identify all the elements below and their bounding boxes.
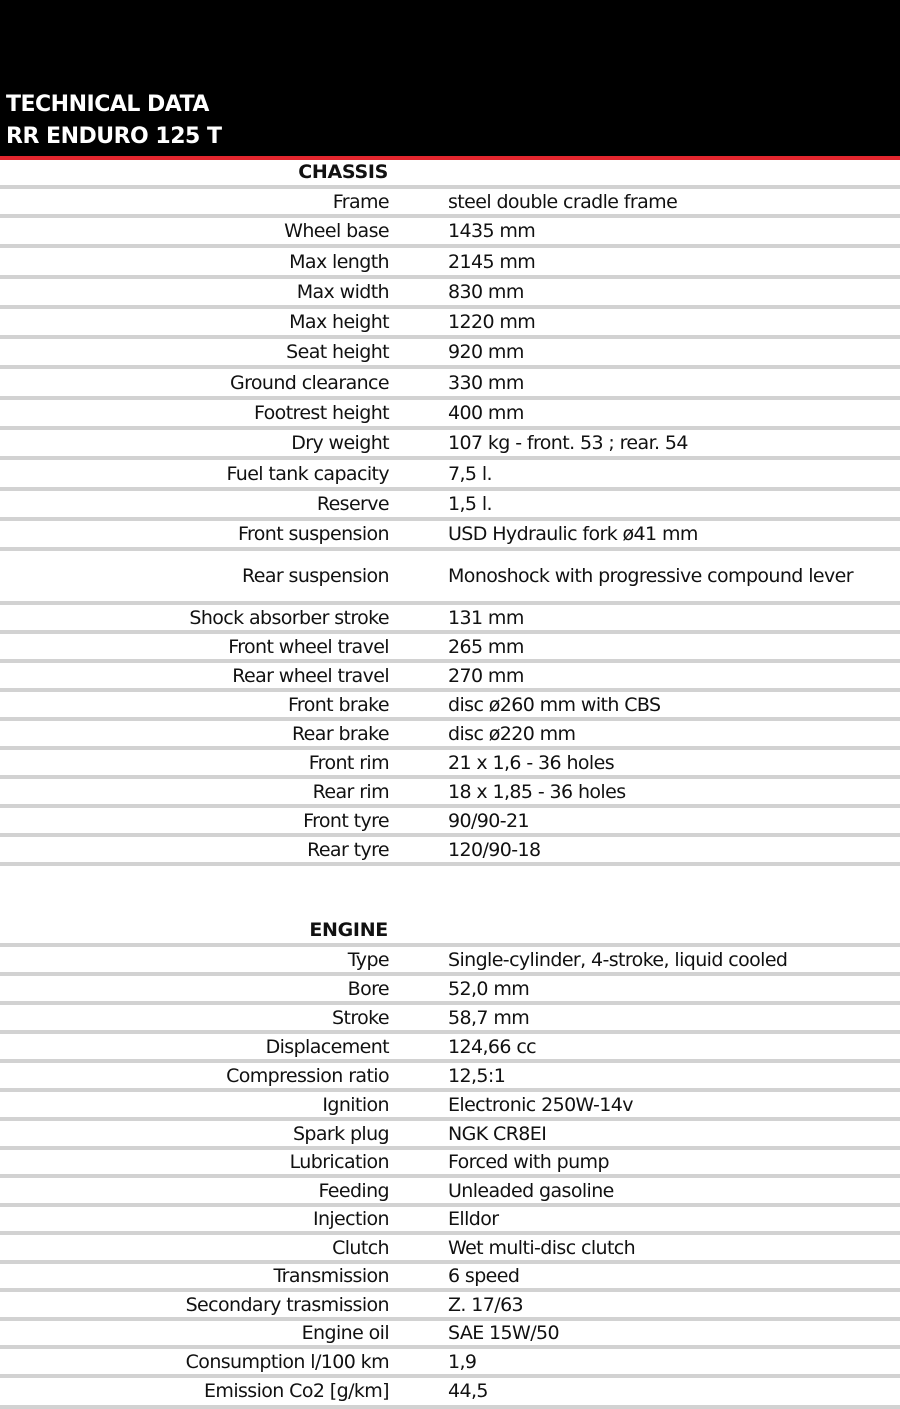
spec-label: Rear tyre — [307, 838, 389, 861]
spec-value: Single-cylinder, 4-stroke, liquid cooled — [448, 948, 788, 971]
spec-label: Max length — [289, 250, 389, 273]
spec-value: disc ø220 mm — [448, 722, 576, 745]
spec-label: Front wheel travel — [228, 635, 389, 658]
spec-label: Front rim — [308, 751, 389, 774]
spec-value: Forced with pump — [448, 1151, 609, 1173]
spec-label: Footrest height — [254, 402, 389, 424]
spec-value: 330 mm — [448, 371, 524, 394]
spec-row — [0, 659, 900, 688]
spec-row — [0, 547, 900, 601]
spec-row — [0, 365, 900, 396]
spec-label: Seat height — [286, 341, 389, 363]
chassis-section — [0, 160, 900, 862]
spec-label: Clutch — [332, 1236, 389, 1259]
spec-label: Shock absorber stroke — [189, 606, 389, 629]
spec-row — [0, 1117, 900, 1146]
spec-label: Rear brake — [291, 722, 389, 745]
spec-value: 44,5 — [448, 1379, 488, 1402]
spec-row — [0, 1231, 900, 1260]
spec-label: Ground clearance — [229, 371, 389, 394]
spec-row — [0, 335, 900, 365]
spec-label: Spark plug — [292, 1122, 389, 1145]
engine-bottom-rule — [0, 1405, 900, 1409]
spec-label: Max width — [296, 281, 389, 303]
spec-row — [0, 1030, 900, 1059]
spec-value: Wet multi-disc clutch — [448, 1236, 636, 1259]
spec-value: Elldor — [448, 1208, 499, 1230]
spec-value: 830 mm — [448, 281, 524, 303]
spec-label: Stroke — [332, 1006, 389, 1029]
spec-value: 7,5 l. — [448, 462, 492, 485]
spec-value: 1,5 l. — [448, 493, 492, 515]
spec-label: Feeding — [318, 1179, 389, 1202]
spec-label: Compression ratio — [226, 1064, 389, 1087]
spec-row — [0, 1059, 900, 1088]
spec-row — [0, 1288, 900, 1317]
spec-row — [0, 972, 900, 1001]
spec-row — [0, 517, 900, 547]
spec-label: Consumption l/100 km — [185, 1350, 389, 1373]
spec-row — [0, 426, 900, 456]
spec-label: Type — [347, 948, 389, 971]
spec-row — [0, 1174, 900, 1203]
spec-row — [0, 775, 900, 804]
spec-value: 1,9 — [448, 1350, 477, 1373]
spec-value: 400 mm — [448, 402, 524, 424]
spec-value: 12,5:1 — [448, 1064, 506, 1087]
spec-row — [0, 214, 900, 244]
spec-value: disc ø260 mm with CBS — [448, 693, 661, 716]
spec-row — [0, 746, 900, 775]
spec-row — [0, 305, 900, 335]
spec-label: Front suspension — [238, 523, 389, 545]
spec-label: Dry weight — [291, 432, 389, 454]
spec-row — [0, 1146, 900, 1174]
spec-row — [0, 1345, 900, 1374]
spec-label: Rear suspension — [241, 565, 389, 587]
spec-value: 270 mm — [448, 664, 524, 687]
spec-row — [0, 833, 900, 862]
spec-label: Wheel base — [284, 220, 389, 242]
spec-value: Unleaded gasoline — [448, 1179, 614, 1202]
spec-value: 18 x 1,85 - 36 holes — [448, 780, 626, 803]
spec-label: Bore — [347, 977, 389, 1000]
spec-label: Injection — [312, 1208, 389, 1230]
spec-value: 107 kg - front. 53 ; rear. 54 — [448, 432, 688, 454]
spec-value: 1220 mm — [448, 311, 536, 333]
chassis-spec-list — [0, 185, 900, 862]
spec-label: Secondary trasmission — [185, 1293, 389, 1316]
spec-row — [0, 943, 900, 972]
spec-row — [0, 804, 900, 833]
spec-label: Engine oil — [301, 1322, 389, 1344]
spec-label: Transmission — [273, 1265, 389, 1287]
spec-label: Front brake — [287, 693, 389, 716]
spec-row — [0, 185, 900, 214]
spec-row — [0, 630, 900, 659]
spec-row — [0, 1374, 900, 1403]
spec-value: steel double cradle frame — [448, 190, 678, 213]
spec-label: Displacement — [265, 1035, 389, 1058]
chassis-section-title: CHASSIS — [298, 161, 388, 183]
spec-value: 90/90-21 — [448, 809, 529, 832]
spec-value: 21 x 1,6 - 36 holes — [448, 751, 615, 774]
page-title: TECHNICAL DATA — [6, 92, 209, 117]
spec-row — [0, 1203, 900, 1231]
spec-row — [0, 1088, 900, 1117]
spec-row — [0, 396, 900, 426]
engine-section — [0, 917, 900, 1403]
spec-row — [0, 717, 900, 746]
spec-label: Reserve — [316, 493, 389, 515]
spec-row — [0, 275, 900, 305]
spec-label: Fuel tank capacity — [226, 462, 389, 485]
spec-label: Lubrication — [289, 1151, 389, 1173]
model-name: RR ENDURO 125 T — [6, 124, 222, 149]
spec-value: 920 mm — [448, 341, 524, 363]
spec-label: Rear rim — [312, 780, 389, 803]
spec-row — [0, 1260, 900, 1288]
spec-value: 2145 mm — [448, 250, 536, 273]
spec-row — [0, 456, 900, 487]
spec-value: NGK CR8EI — [448, 1122, 547, 1145]
spec-value: 124,66 cc — [448, 1035, 537, 1058]
engine-section-header — [0, 917, 900, 943]
spec-value: SAE 15W/50 — [448, 1322, 559, 1344]
spec-label: Rear wheel travel — [232, 664, 389, 687]
spec-value: 6 speed — [448, 1265, 520, 1287]
spec-row — [0, 601, 900, 630]
spec-value: 52,0 mm — [448, 977, 530, 1000]
spec-value: Electronic 250W-14v — [448, 1093, 633, 1116]
spec-label: Ignition — [322, 1093, 389, 1116]
spec-value: 58,7 mm — [448, 1006, 530, 1029]
spec-value: USD Hydraulic fork ø41 mm — [448, 523, 698, 545]
spec-label: Max height — [289, 311, 389, 333]
spec-label: Emission Co2 [g/km] — [204, 1379, 389, 1402]
spec-row — [0, 487, 900, 517]
spec-value: 131 mm — [448, 606, 524, 629]
spec-value: Z. 17/63 — [448, 1293, 524, 1316]
spec-label: Frame — [332, 190, 389, 213]
spec-row — [0, 1317, 900, 1345]
spec-row — [0, 1001, 900, 1030]
spec-value: 1435 mm — [448, 220, 536, 242]
engine-spec-list — [0, 943, 900, 1403]
spec-value: 120/90-18 — [448, 838, 541, 861]
spec-row — [0, 688, 900, 717]
spec-row — [0, 244, 900, 275]
spec-value: 265 mm — [448, 635, 524, 658]
spec-value: Monoshock with progressive compound lever — [448, 565, 853, 587]
chassis-section-header — [0, 160, 900, 185]
chassis-bottom-rule — [0, 862, 900, 866]
spec-label: Front tyre — [303, 809, 389, 832]
engine-section-title: ENGINE — [309, 919, 388, 941]
